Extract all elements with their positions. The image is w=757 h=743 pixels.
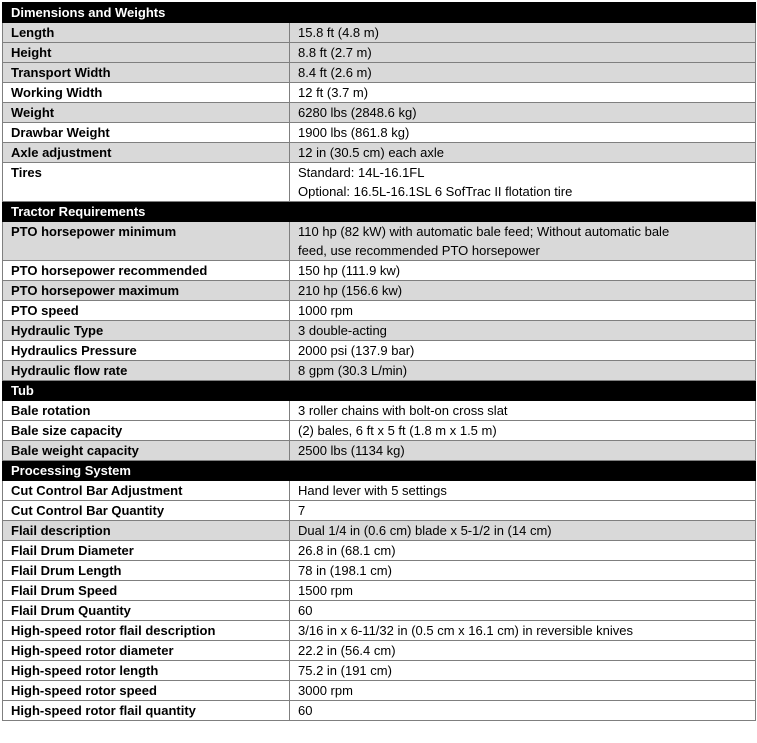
row-label: High-speed rotor flail description xyxy=(3,621,290,641)
table-row xyxy=(3,301,756,321)
row-label: Flail Drum Diameter xyxy=(3,541,290,561)
table-row xyxy=(3,701,756,721)
table-row xyxy=(3,561,756,581)
table-row xyxy=(3,681,756,701)
row-value: 3 roller chains with bolt-on cross slat xyxy=(290,401,756,421)
table-row xyxy=(3,501,756,521)
row-value: 2000 psi (137.9 bar) xyxy=(290,341,756,361)
row-value: Dual 1/4 in (0.6 cm) blade x 5-1/2 in (14 cm) xyxy=(290,521,756,541)
row-label: Flail Drum Speed xyxy=(3,581,290,601)
row-value xyxy=(290,222,756,261)
row-value-line: Standard: 14L-16.1FL xyxy=(298,165,425,180)
table-row xyxy=(3,222,756,261)
row-value: 78 in (198.1 cm) xyxy=(290,561,756,581)
row-value: 150 hp (111.9 kw) xyxy=(290,261,756,281)
section-title: Processing System xyxy=(3,461,290,481)
table-row xyxy=(3,521,756,541)
row-label: Cut Control Bar Quantity xyxy=(3,501,290,521)
row-label: Bale rotation xyxy=(3,401,290,421)
row-label: Transport Width xyxy=(3,63,290,83)
row-value: 3 double-acting xyxy=(290,321,756,341)
row-value: 1500 rpm xyxy=(290,581,756,601)
section-title: Tractor Requirements xyxy=(3,202,290,222)
table-row xyxy=(3,481,756,501)
row-label: High-speed rotor flail quantity xyxy=(3,701,290,721)
row-label: Bale weight capacity xyxy=(3,441,290,461)
section-header-blank xyxy=(290,3,756,23)
table-row xyxy=(3,163,756,202)
row-label: High-speed rotor speed xyxy=(3,681,290,701)
row-value-line: 110 hp (82 kW) with automatic bale feed; Without automatic bale xyxy=(298,224,670,239)
table-row xyxy=(3,103,756,123)
row-value: 8.4 ft (2.6 m) xyxy=(290,63,756,83)
row-label: Working Width xyxy=(3,83,290,103)
row-value: 3/16 in x 6-11/32 in (0.5 cm x 16.1 cm) in reversible knives xyxy=(290,621,756,641)
table-row xyxy=(3,621,756,641)
row-value: 22.2 in (56.4 cm) xyxy=(290,641,756,661)
row-value: 60 xyxy=(290,601,756,621)
row-value: 15.8 ft (4.8 m) xyxy=(290,23,756,43)
section-header-blank xyxy=(290,381,756,401)
table-row xyxy=(3,281,756,301)
row-value-line: feed, use recommended PTO horsepower xyxy=(298,243,540,258)
section-header xyxy=(3,202,756,222)
row-value: 210 hp (156.6 kw) xyxy=(290,281,756,301)
table-row xyxy=(3,63,756,83)
row-label: PTO horsepower minimum xyxy=(3,222,290,261)
row-value: 2500 lbs (1134 kg) xyxy=(290,441,756,461)
section-header-blank xyxy=(290,202,756,222)
table-row xyxy=(3,83,756,103)
row-value: 1900 lbs (861.8 kg) xyxy=(290,123,756,143)
table-row xyxy=(3,341,756,361)
row-value: 8.8 ft (2.7 m) xyxy=(290,43,756,63)
row-value: Hand lever with 5 settings xyxy=(290,481,756,501)
row-label: Hydraulics Pressure xyxy=(3,341,290,361)
row-label: Weight xyxy=(3,103,290,123)
row-label: Flail description xyxy=(3,521,290,541)
section-header-blank xyxy=(290,461,756,481)
row-value: 3000 rpm xyxy=(290,681,756,701)
row-label: Cut Control Bar Adjustment xyxy=(3,481,290,501)
table-row xyxy=(3,641,756,661)
row-label: Bale size capacity xyxy=(3,421,290,441)
row-label: Flail Drum Length xyxy=(3,561,290,581)
table-row xyxy=(3,401,756,421)
specifications-table xyxy=(2,2,756,721)
table-row xyxy=(3,601,756,621)
table-row xyxy=(3,23,756,43)
table-row xyxy=(3,43,756,63)
section-header xyxy=(3,381,756,401)
table-row xyxy=(3,143,756,163)
section-header xyxy=(3,461,756,481)
row-value: 6280 lbs (2848.6 kg) xyxy=(290,103,756,123)
table-row xyxy=(3,261,756,281)
row-label: Flail Drum Quantity xyxy=(3,601,290,621)
section-title: Dimensions and Weights xyxy=(3,3,290,23)
row-label: PTO speed xyxy=(3,301,290,321)
row-value: (2) bales, 6 ft x 5 ft (1.8 m x 1.5 m) xyxy=(290,421,756,441)
table-row xyxy=(3,441,756,461)
row-label: Hydraulic Type xyxy=(3,321,290,341)
row-value: 7 xyxy=(290,501,756,521)
row-label: Tires xyxy=(3,163,290,202)
table-row xyxy=(3,661,756,681)
table-row xyxy=(3,421,756,441)
row-label: High-speed rotor diameter xyxy=(3,641,290,661)
row-label: Length xyxy=(3,23,290,43)
row-value-line: Optional: 16.5L-16.1SL 6 SofTrac II flotation tire xyxy=(298,184,573,199)
table-row xyxy=(3,541,756,561)
table-row xyxy=(3,361,756,381)
row-value: 75.2 in (191 cm) xyxy=(290,661,756,681)
row-label: Hydraulic flow rate xyxy=(3,361,290,381)
row-value: 26.8 in (68.1 cm) xyxy=(290,541,756,561)
row-value xyxy=(290,163,756,202)
row-value: 12 ft (3.7 m) xyxy=(290,83,756,103)
table-row xyxy=(3,321,756,341)
row-label: PTO horsepower maximum xyxy=(3,281,290,301)
row-value: 1000 rpm xyxy=(290,301,756,321)
section-header xyxy=(3,3,756,23)
row-label: Height xyxy=(3,43,290,63)
row-value: 12 in (30.5 cm) each axle xyxy=(290,143,756,163)
row-label: Drawbar Weight xyxy=(3,123,290,143)
row-label: PTO horsepower recommended xyxy=(3,261,290,281)
row-label: High-speed rotor length xyxy=(3,661,290,681)
table-row xyxy=(3,123,756,143)
row-value: 60 xyxy=(290,701,756,721)
table-row xyxy=(3,581,756,601)
row-label: Axle adjustment xyxy=(3,143,290,163)
section-title: Tub xyxy=(3,381,290,401)
row-value: 8 gpm (30.3 L/min) xyxy=(290,361,756,381)
